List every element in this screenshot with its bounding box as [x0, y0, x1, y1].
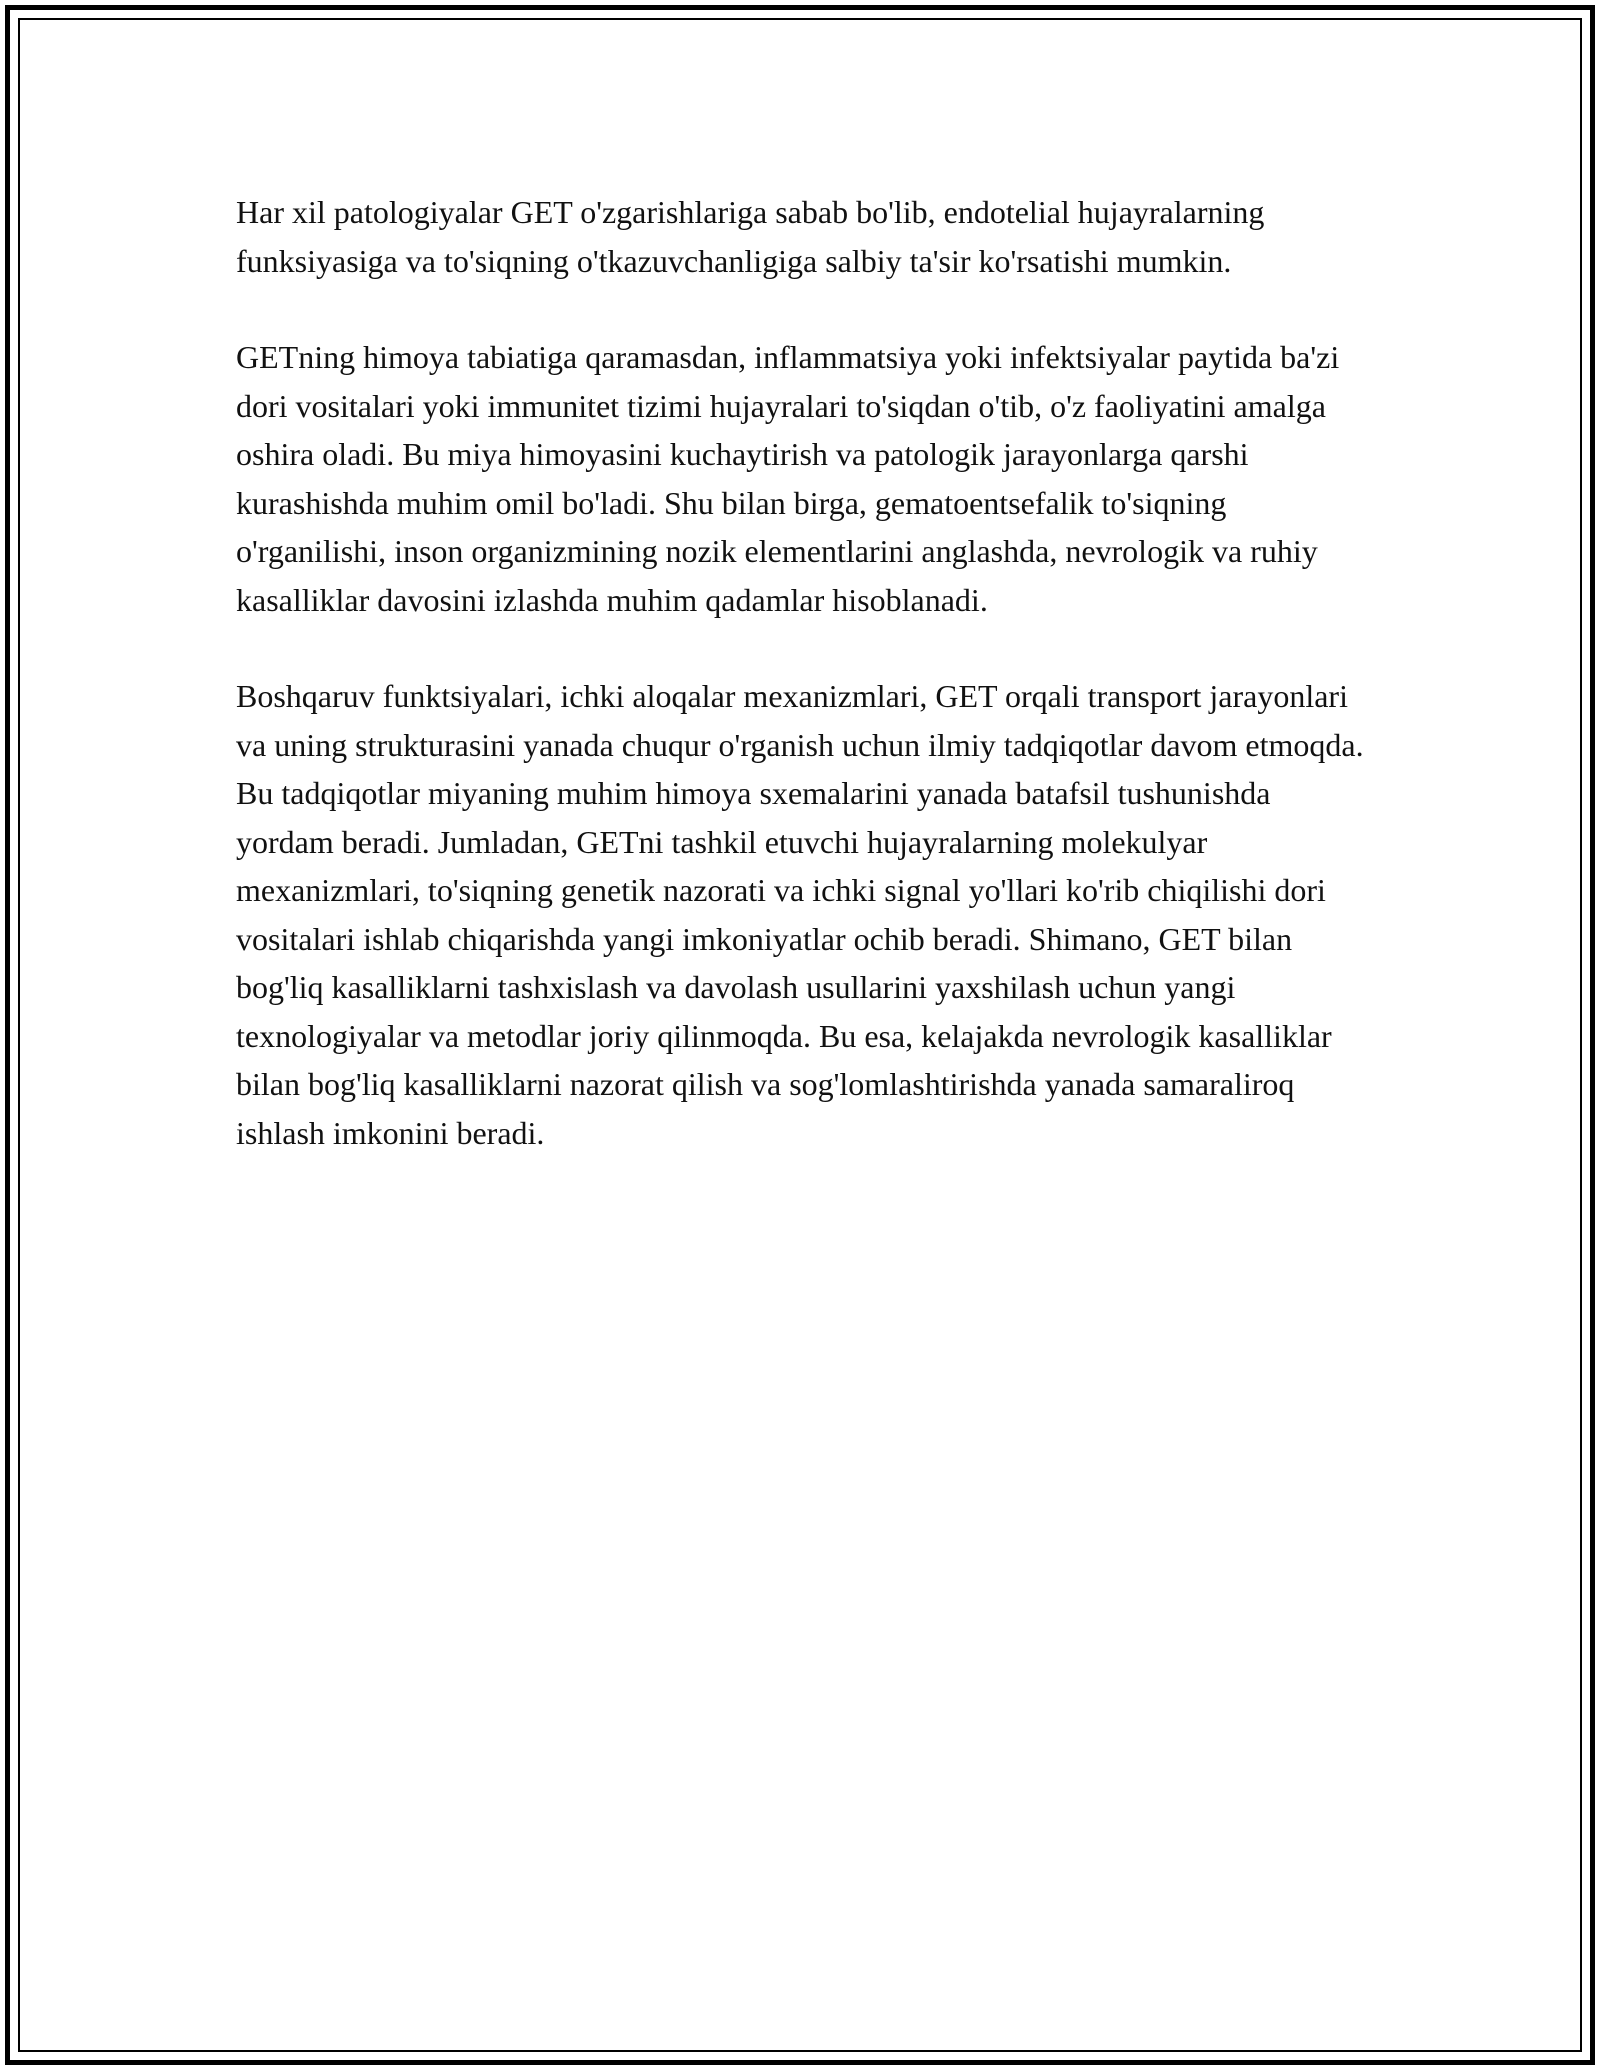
paragraph-2: GETning himoya tabiatiga qaramasdan, inflammatsiya yoki infektsiyalar paytida ba'zi dori vositalari yoki immunitet tizimi hujayralari to'siqdan o'tib, o'z faoliyatini amalga oshira oladi. Bu miya himoyasini kuchaytirish va patologik jarayonlarga qarshi kurashishda muhim omil bo'ladi. Shu bilan birga, gematoentsefalik to'siqning o'rganilishi, inson organizmining nozik elementlarini anglashda, nevrologik va ruhiy kasalliklar davosini izlashda muhim qadamlar hisoblanadi. — [236, 339, 1340, 618]
document-body — [236, 188, 1376, 1205]
paragraph-1: Har xil patologiyalar GET o'zgarishlariga sabab bo'lib, endotelial hujayralarning funksiyasiga va to'siqning o'tkazuvchanligiga salbiy ta'sir ko'rsatishi mumkin. — [236, 194, 1265, 279]
paragraph-3: Boshqaruv funktsiyalari, ichki aloqalar mexanizmlari, GET orqali transport jarayonlari va uning strukturasini yanada chuqur o'rganish uchun ilmiy tadqiqotlar davom etmoqda. Bu tadqiqotlar miyaning muhim himoya sxemalarini yanada batafsil tushunishda yordam beradi. Jumladan, GETni tashkil etuvchi hujayralarning molekulyar mexanizmlari, to'siqning genetik nazorati va ichki signal yo'llari ko'rib chiqilishi dori vositalari ishlab chiqarishda yangi imkoniyatlar ochib beradi. Shimano, GET bilan bog'liq kasalliklarni tashxislash va davolash usullarini yaxshilash uchun yangi texnologiyalar va metodlar joriy qilinmoqda. Bu esa, kelajakda nevrologik kasalliklar bilan bog'liq kasalliklarni nazorat qilish va sog'lomlashtirishda yanada samaraliroq ishlash imkonini beradi. — [236, 678, 1364, 1151]
